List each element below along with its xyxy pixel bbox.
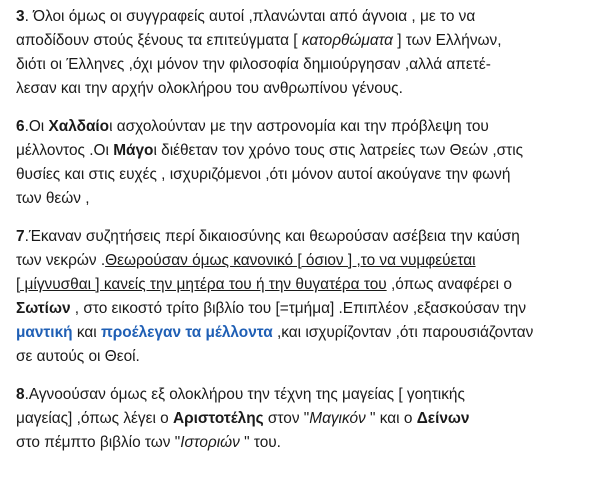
text-line — [16, 407, 602, 431]
text-line — [16, 163, 602, 187]
text-line — [16, 225, 602, 249]
paragraph-6 — [16, 115, 602, 211]
text-line — [16, 345, 602, 369]
paragraph-3 — [16, 5, 602, 101]
text-run: των νεκρών . — [16, 252, 106, 269]
text-line — [16, 139, 602, 163]
text-run: [ μίγνυσθαι ] κανείς την μητέρα του ή την θυγατέρα του — [16, 276, 387, 293]
paragraph-number: 6 — [16, 118, 25, 135]
text-run: ,όπως αναφέρει ο — [386, 276, 512, 293]
text-run: μέλλοντος .Οι — [16, 142, 114, 159]
text-run: αποδίδουν στούς ξένους τα επιτεύγματα [ — [16, 32, 302, 49]
text-run: . Όλοι όμως οι συγγραφείς αυτοί ,πλανώνται από άγνοια , με το να — [24, 8, 476, 25]
text-run: Μαγικόν — [309, 410, 366, 427]
text-line — [16, 249, 602, 273]
text-run: των θεών , — [16, 190, 90, 207]
text-line — [16, 187, 602, 211]
text-run: Ιστοριών — [180, 434, 240, 451]
text-run: ι διέθεταν τον χρόνο τους στις λατρείες των Θεών ,στις — [153, 142, 524, 159]
text-run: ,και ισχυρίζονταν ,ότι παρουσιάζονταν — [272, 324, 534, 341]
text-run: σε αυτούς οι Θεοί. — [16, 348, 140, 365]
text-line — [16, 297, 602, 321]
text-run: ι ασχολούνταν με την αστρονομία και την πρόβλεψη του — [109, 118, 489, 135]
text-run: Θεωρούσαν όμως κανονικό [ όσιον ] ,το να νυμφεύεται — [105, 252, 476, 269]
text-run: " του. — [239, 434, 281, 451]
text-line — [16, 77, 602, 101]
text-line — [16, 115, 602, 139]
text-line — [16, 273, 602, 297]
text-run: στο πέμπτο βιβλίο των " — [16, 434, 181, 451]
paragraph-number: 3 — [16, 8, 25, 25]
text-run: Μάγο — [113, 142, 154, 159]
text-run: θυσίες και στις ευχές , ισχυριζόμενοι ,ότι μόνον αυτοί ακούγανε την φωνή — [16, 166, 511, 183]
text-run: μαντική — [16, 324, 73, 341]
text-run: .Οι — [24, 118, 49, 135]
text-run: Δείνων — [416, 410, 470, 427]
text-run: προέλεγαν τα μέλλοντα — [100, 324, 273, 341]
text-run: στον " — [263, 410, 310, 427]
text-line — [16, 431, 602, 455]
text-run: κατορθώματα — [301, 32, 393, 49]
text-run: Χαλδαίο — [48, 118, 110, 135]
text-line — [16, 29, 602, 53]
paragraph-number: 8 — [16, 386, 25, 403]
text-run: μαγείας] ,όπως λέγει ο — [16, 410, 173, 427]
text-run: " και ο — [365, 410, 417, 427]
text-run: , στο εικοστό τρίτο βιβλίο του [=τμήμα] .Επιπλέον ,εξασκούσαν την — [70, 300, 527, 317]
paragraph-number: 7 — [16, 228, 25, 245]
text-line — [16, 383, 602, 407]
paragraph-8 — [16, 383, 602, 455]
text-line — [16, 321, 602, 345]
text-run: λεσαν και την αρχήν ολοκλήρου του ανθρωπίνου γένους. — [16, 80, 403, 97]
text-run: ] των Ελλήνων, — [392, 32, 502, 49]
text-run: .Έκαναν συζητήσεις περί δικαιοσύνης και θεωρούσαν ασέβεια την καύση — [24, 228, 520, 245]
paragraph-7 — [16, 225, 602, 369]
text-run: Σωτίων — [16, 300, 71, 317]
text-run: Αριστοτέλης — [172, 410, 264, 427]
text-line — [16, 53, 602, 77]
text-run: διότι οι Έλληνες ,όχι μόνον την φιλοσοφία δημιούργησαν ,αλλά απετέ- — [16, 56, 491, 73]
text-run: .Αγνοούσαν όμως εξ ολοκλήρου την τέχνη της μαγείας [ γοητικής — [24, 386, 465, 403]
text-run: και — [72, 324, 101, 341]
text-line — [16, 5, 602, 29]
